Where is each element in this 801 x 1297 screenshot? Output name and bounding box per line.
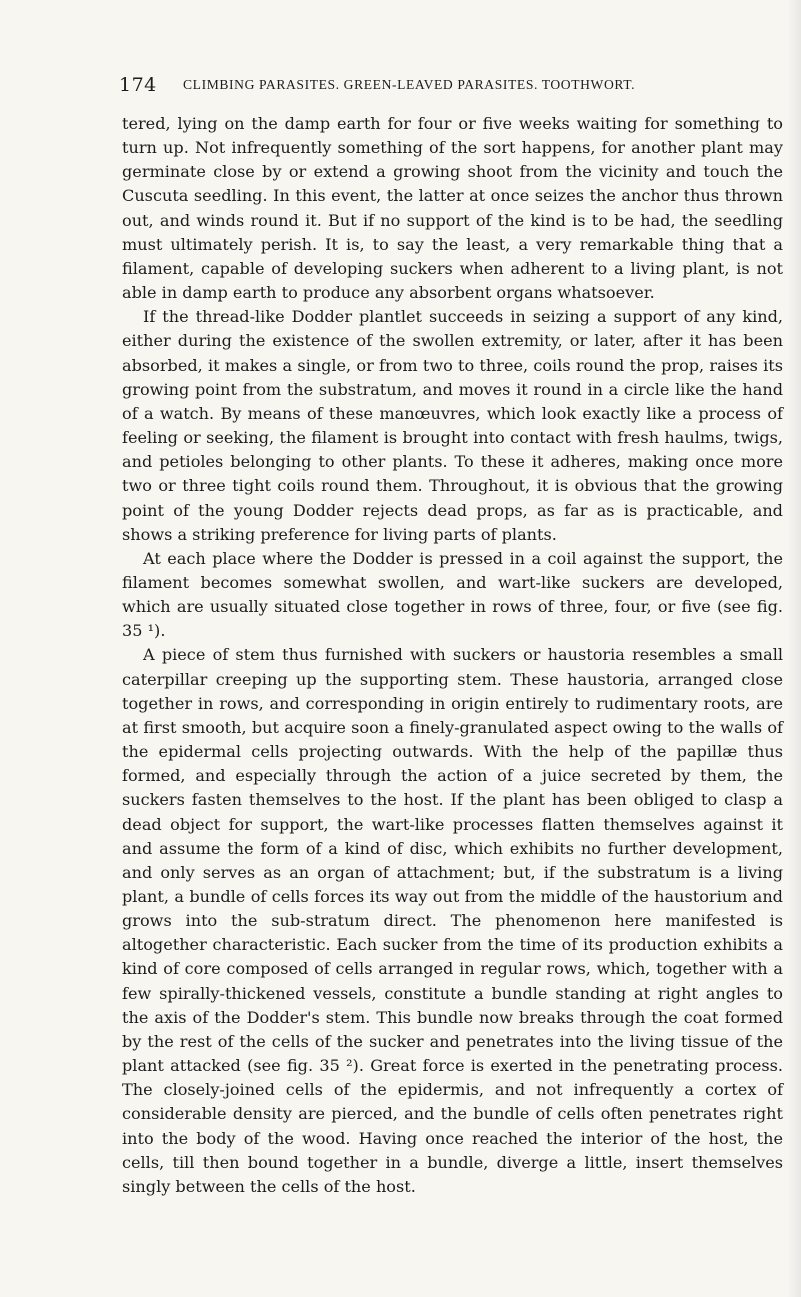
paragraph-4: A piece of stem thus furnished with suckers or haustoria resembles a small caterpillar creeping up the supporting stem. These haustoria, arranged close together in rows, and corresponding in origin entirely to rudimentary roots, are at first smooth, but acquire soon a finely-granulated aspect owing to the walls of the epidermal cells projecting outwards. With the help of the papillæ thus formed, and especially through the action of a juice secreted by them, the suckers fasten themselves to the host. If the plant has been obliged to clasp a dead object for support, the wart-like processes flatten themselves against it and assume the form of a kind of disc, which exhibits no further development, and only serves as an organ of attachment; but, if the substratum is a living plant, a bundle of cells forces its way out from the middle of the haustorium and grows into the sub-stratum direct. The phenomenon here manifested is altogether characteristic. Each sucker from the time of its production exhibits a kind of core composed of cells arranged in regular rows, which, together with a few spirally-thickened vessels, constitute a bundle standing at right angles to the axis of the Dodder's stem. This bundle now breaks through the coat formed by the rest of the cells of the sucker and penetrates into the living tissue of the plant attacked (see fig. 35 ²). Great force is exerted in the penetrating process. The closely-joined cells of the epidermis, and not infrequently a cortex of considerable density are pierced, and the bundle of cells often penetrates right into the body of the wood. Having once reached the interior of the host, the cells, till then bound together in a bundle, diverge a little, insert themselves singly between the cells of the host.: [122, 645, 783, 1196]
page-number: 174: [119, 74, 157, 96]
paragraph-2: If the thread-like Dodder plantlet succeeds in seizing a support of any kind, either during the existence of the swollen extremity, or later, after it has been absorbed, it makes a single, or from two to three, coils round the prop, raises its growing point from the substratum, and moves it round in a circle like the hand of a watch. By means of these manœuvres, which look exactly like a process of feeling or seeking, the filament is brought into contact with fresh haulms, twigs, and petioles belonging to other plants. To these it adheres, making once more two or three tight coils round them. Throughout, it is obvious that the growing point of the young Dodder rejects dead props, as far as is practicable, and shows a striking preference for living parts of plants.: [122, 307, 783, 544]
running-title: CLIMBING PARASITES. GREEN-LEAVED PARASITES. TOOTHWORT.: [183, 77, 636, 92]
paragraph-1: tered, lying on the damp earth for four or five weeks waiting for something to turn up. Not infrequently something of the sort happens, for another plant may germinate close by or extend a growing shoot from the vicinity and touch the Cuscuta seedling. In this event, the latter at once seizes the anchor thus thrown out, and winds round it. But if no support of the kind is to be had, the seedling must ultimately perish. It is, to say the least, a very remarkable thing that a filament, capable of developing suckers when adherent to a living plant, is not able in damp earth to produce any absorbent organs whatsoever.: [122, 114, 783, 303]
body-text: [122, 112, 783, 1199]
running-head: [0, 74, 801, 98]
page-edge-shadow: [787, 0, 801, 1297]
paragraph-3: At each place where the Dodder is pressed in a coil against the support, the filament becomes somewhat swollen, and wart-like suckers are developed, which are usually situated close together in rows of three, four, or five (see fig. 35 ¹).: [122, 548, 783, 641]
